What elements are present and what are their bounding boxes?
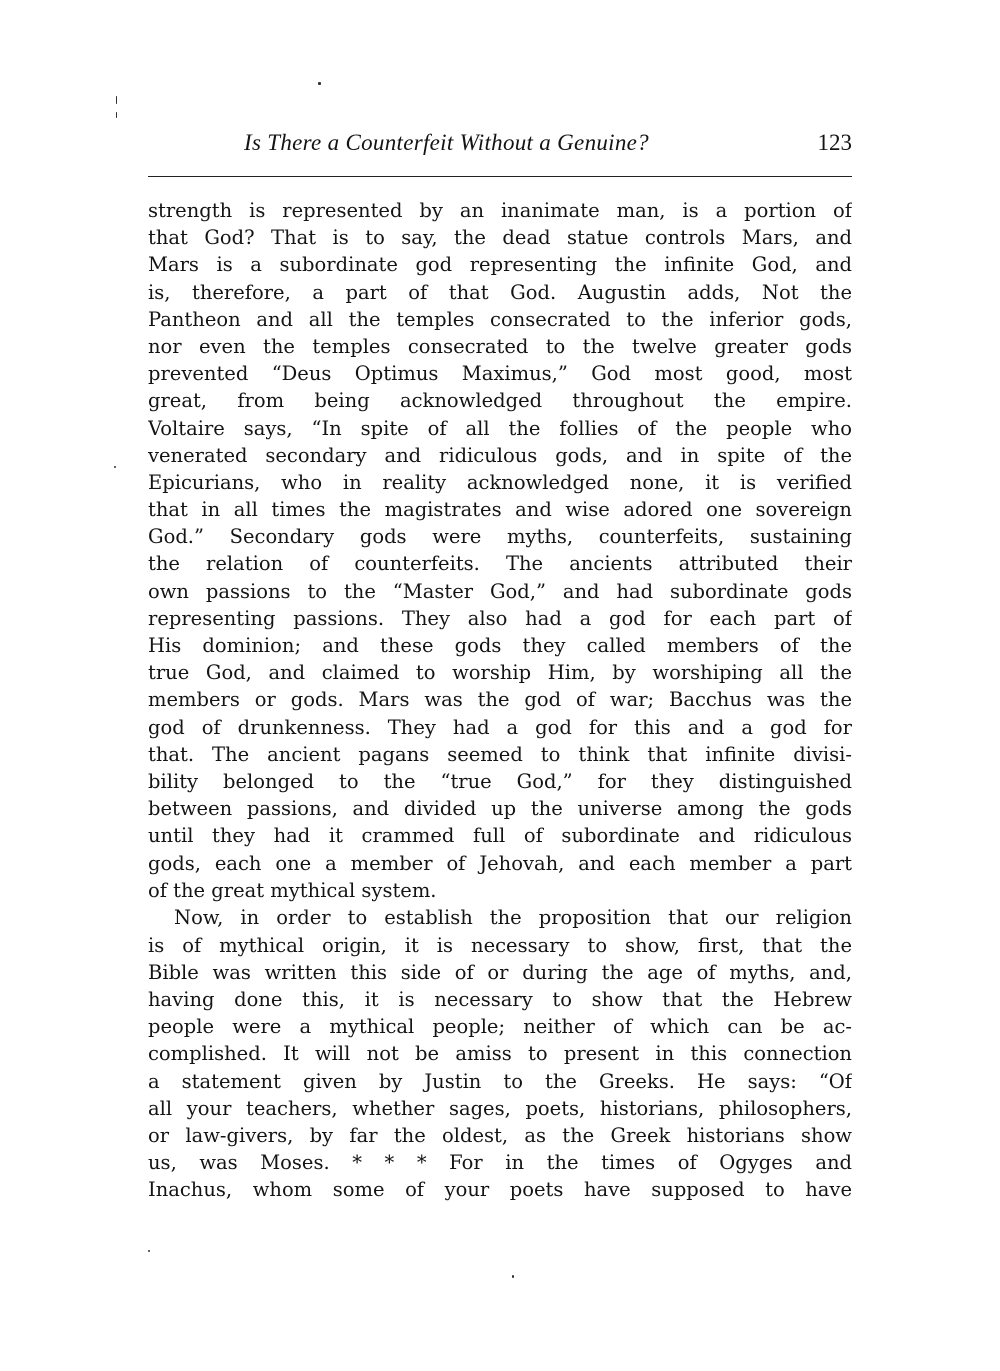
text-line: of the great mythical system. <box>148 878 437 902</box>
text-line: prevented “Deus Optimus Maximus,” God most good, most <box>148 362 852 386</box>
text-line: Pantheon and all the temples consecrated to the inferior gods, <box>148 307 852 331</box>
text-line: that. The ancient pagans seemed to think that infinite divisi- <box>148 742 852 766</box>
scan-speck <box>116 96 117 104</box>
text-line: God.” Secondary gods were myths, counterfeits, sustaining <box>148 525 852 549</box>
text-line: Voltaire says, “In spite of all the follies of the people who <box>148 416 852 440</box>
scan-speck <box>318 82 321 85</box>
text-line: venerated secondary and ridiculous gods, and in spite of the <box>148 443 852 467</box>
text-line: that God? That is to say, the dead statue controls Mars, and <box>148 226 852 250</box>
running-title: Is There a Counterfeit Without a Genuine? <box>244 130 649 155</box>
text-line: gods, each one a member of Jehovah, and each member a part <box>148 851 852 875</box>
text-line: between passions, and divided up the universe among the gods <box>148 797 852 821</box>
text-line: strength is represented by an inanimate man, is a portion of <box>148 199 852 222</box>
text-line: us, was Moses. * * * For in the times of Ogyges and <box>148 1151 852 1175</box>
text-line: representing passions. They also had a god for each part of <box>148 606 852 630</box>
text-line: Inachus, whom some of your poets have supposed to have <box>148 1178 852 1202</box>
paragraph-1 <box>148 197 852 904</box>
scan-speck <box>114 466 116 468</box>
scan-speck <box>512 1275 514 1278</box>
text-line: the relation of counterfeits. The ancients attributed their <box>148 552 852 576</box>
text-line: nor even the temples consecrated to the twelve greater gods <box>148 334 852 358</box>
text-line: His dominion; and these gods they called members of the <box>148 634 852 657</box>
text-line: is, therefore, a part of that God. Augustin adds, Not the <box>148 280 852 304</box>
text-line: until they had it crammed full of subordinate and ridiculous <box>148 824 852 848</box>
running-header <box>148 128 852 162</box>
body-text <box>148 197 852 1204</box>
text-line: members or gods. Mars was the god of war; Bacchus was the <box>148 688 852 712</box>
text-line: Mars is a subordinate god representing the infinite God, and <box>148 253 852 277</box>
scan-speck <box>116 112 117 118</box>
text-line: having done this, it is necessary to show that the Hebrew <box>148 988 852 1012</box>
text-line: Bible was written this side of or during the age of myths, and, <box>148 960 852 984</box>
text-line: people were a mythical people; neither of which can be ac- <box>148 1015 852 1039</box>
text-line: great, from being acknowledged throughout the empire. <box>148 389 852 413</box>
page-number: 123 <box>817 130 852 155</box>
text-line: a statement given by Justin to the Greeks. He says: “Of <box>148 1069 852 1093</box>
text-line: own passions to the “Master God,” and had subordinate gods <box>148 579 852 603</box>
header-rule <box>148 176 852 177</box>
scan-speck <box>148 1250 150 1252</box>
text-line: god of drunkenness. They had a god for this and a god for <box>148 715 852 739</box>
text-line: all your teachers, whether sages, poets, historians, philosophers, <box>148 1096 852 1120</box>
text-line: Now, in order to establish the proposition that our religion <box>174 906 852 930</box>
text-line: or law-givers, by far the oldest, as the Greek historians show <box>148 1123 852 1147</box>
text-line: that in all times the magistrates and wise adored one sovereign <box>148 498 852 522</box>
paragraph-2 <box>148 904 852 1203</box>
text-line: is of mythical origin, it is necessary to show, first, that the <box>148 933 852 957</box>
text-line: bility belonged to the “true God,” for they distinguished <box>148 769 852 793</box>
text-line: Epicurians, who in reality acknowledged none, it is verified <box>148 470 852 494</box>
text-line: true God, and claimed to worship Him, by worshiping all the <box>148 661 852 685</box>
text-line: complished. It will not be amiss to present in this connection <box>148 1042 852 1066</box>
